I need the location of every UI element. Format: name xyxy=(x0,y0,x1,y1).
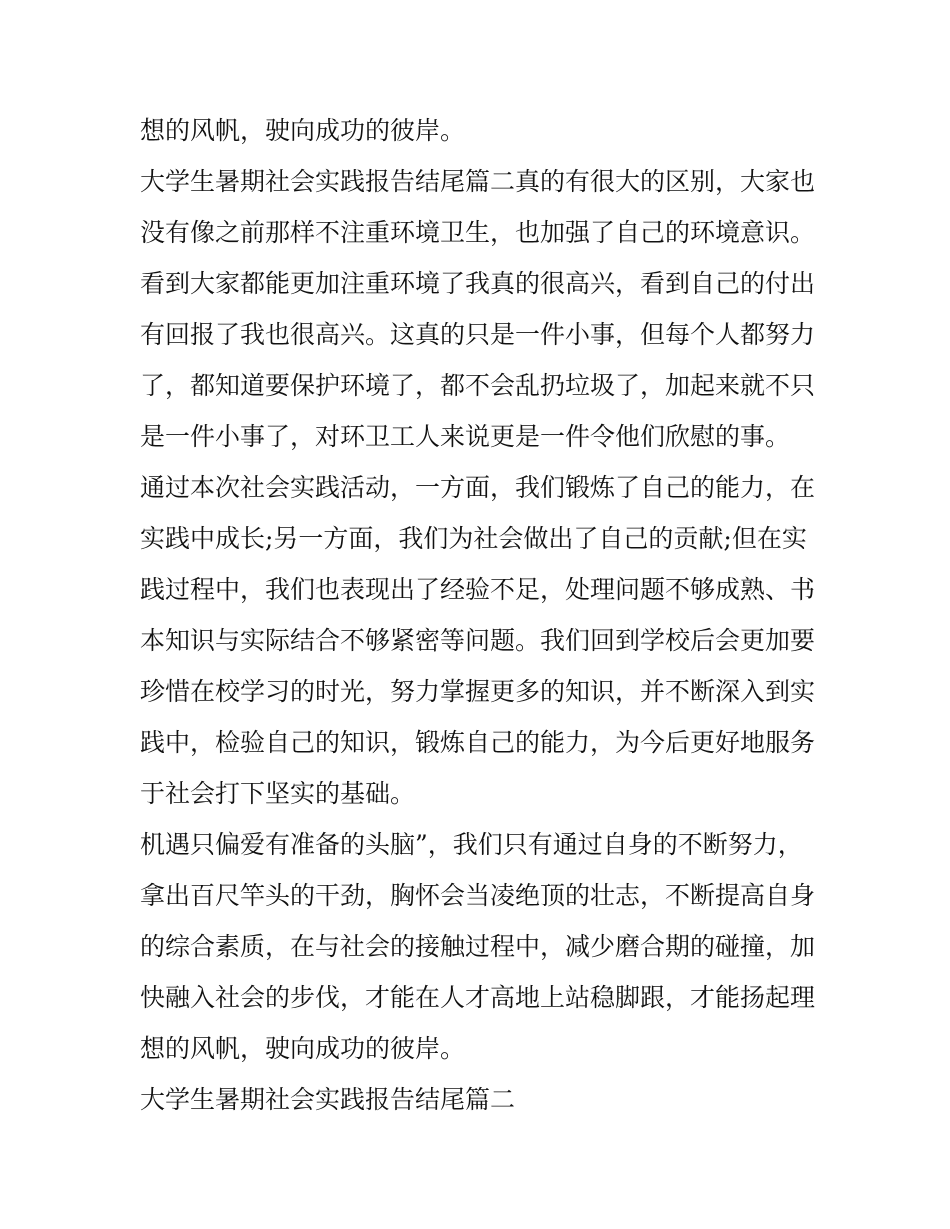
text-line: 想的风帆，驶向成功的彼岸。 xyxy=(140,1034,466,1063)
heading-line: 大学生暑期社会实践报告结尾篇二 xyxy=(140,1085,516,1114)
paragraph-closing-fragment xyxy=(140,105,820,156)
text-line: 大学生暑期社会实践报告结尾篇二真的有很大的区别，大家也 xyxy=(140,167,816,196)
text-line: 想的风帆，驶向成功的彼岸。 xyxy=(140,116,466,145)
text-line: 看到大家都能更加注重环境了我真的很高兴，看到自己的付出 xyxy=(140,269,816,298)
text-line: 快融入社会的步伐，才能在人才高地上站稳脚跟，才能扬起理 xyxy=(140,983,816,1012)
text-line: 的综合素质，在与社会的接触过程中，减少磨合期的碰撞，加 xyxy=(140,932,816,961)
text-line: 实践中成长;另一方面，我们为社会做出了自己的贡献;但在实 xyxy=(140,524,807,553)
text-line: 没有像之前那样不注重环境卫生，也加强了自己的环境意识。 xyxy=(140,218,816,247)
text-line: 是一件小事了，对环卫工人来说更是一件令他们欣慰的事。 xyxy=(140,422,791,451)
paragraph-environment xyxy=(140,156,820,462)
text-line: 践过程中，我们也表现出了经验不足，处理问题不够成熟、书 xyxy=(140,575,816,604)
text-line: 有回报了我也很高兴。这真的只是一件小事，但每个人都努力 xyxy=(140,320,816,349)
text-line: 通过本次社会实践活动，一方面，我们锻炼了自己的能力，在 xyxy=(140,473,816,502)
text-line: 珍惜在校学习的时光，努力掌握更多的知识，并不断深入到实 xyxy=(140,677,816,706)
text-line: 于社会打下坚实的基础。 xyxy=(140,779,416,808)
document-body xyxy=(140,105,820,1125)
text-line: 机遇只偏爱有准备的头脑”，我们只有通过自身的不断努力， xyxy=(140,830,803,859)
text-line: 了，都知道要保护环境了，都不会乱扔垃圾了，加起来就不只 xyxy=(140,371,816,400)
text-line: 本知识与实际结合不够紧密等问题。我们回到学校后会更加要 xyxy=(140,626,816,655)
paragraph-opportunity xyxy=(140,819,820,1074)
section-heading xyxy=(140,1074,820,1125)
text-line: 践中，检验自己的知识，锻炼自己的能力，为今后更好地服务 xyxy=(140,728,816,757)
paragraph-practice-summary xyxy=(140,462,820,819)
text-line: 拿出百尺竿头的干劲，胸怀会当凌绝顶的壮志，不断提高自身 xyxy=(140,881,816,910)
